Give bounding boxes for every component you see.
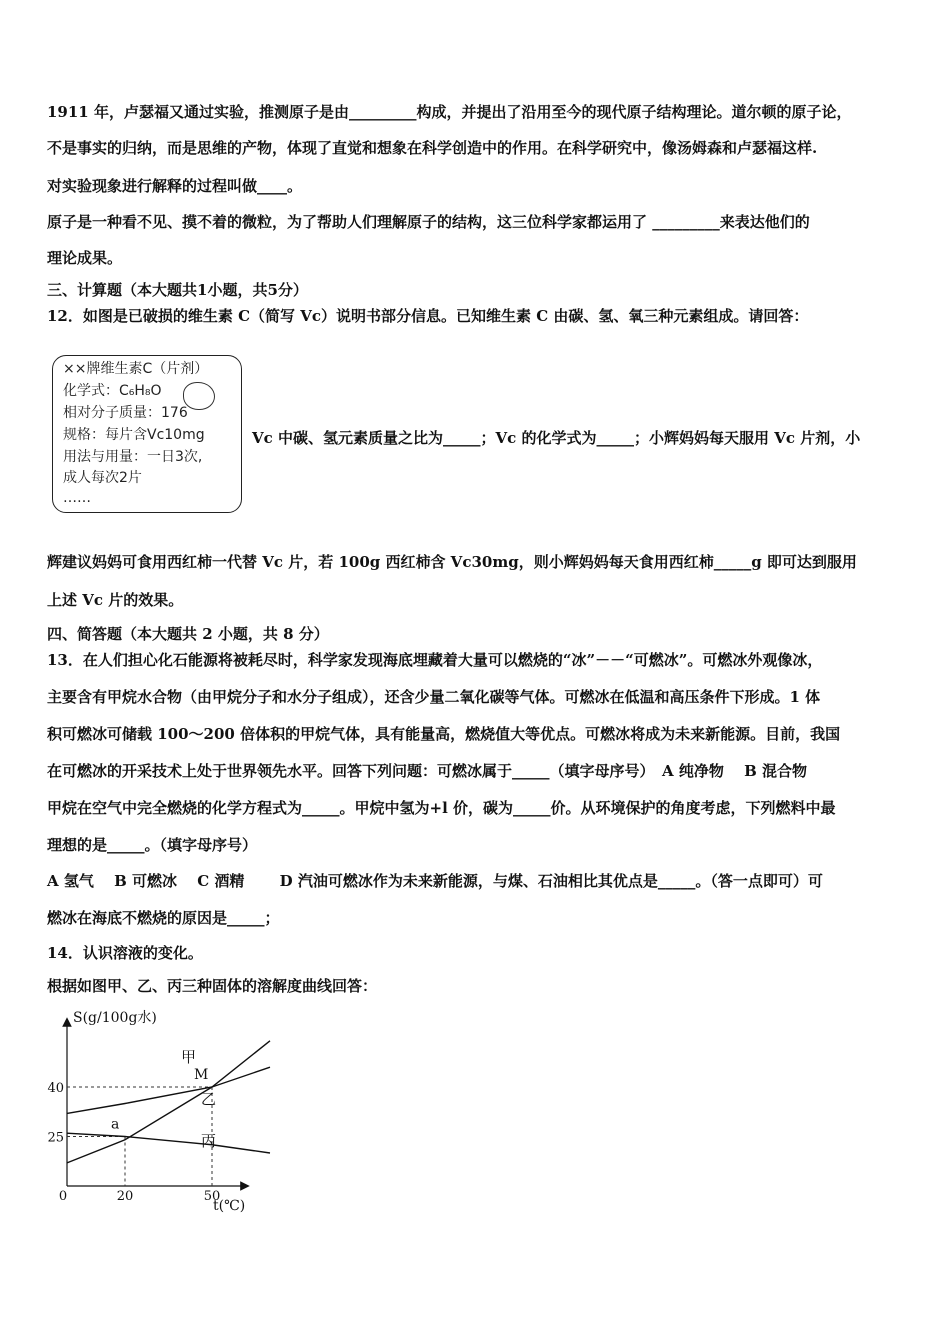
text-line: 根据如图甲、乙、丙三种固体的溶解度曲线回答：	[47, 977, 378, 995]
text-line: 理论成果。	[47, 249, 123, 267]
label-mass: 相对分子质量：176	[63, 405, 188, 421]
label-formula-line	[63, 381, 162, 402]
text-line: 理想的是_____。（填字母序号）	[47, 836, 258, 854]
label-title: ××牌维生素C（片剂）	[63, 361, 209, 377]
series-label: 丙	[201, 1132, 217, 1150]
text-line: 上述 Vc 片的效果。	[47, 591, 184, 609]
y-tick-label: 40	[47, 1081, 64, 1096]
y-axis-label: S(g/100g水)	[73, 1010, 157, 1026]
text-line: 燃冰在海底不燃烧的原因是_____；	[47, 909, 280, 927]
x-tick-label: 50	[203, 1189, 221, 1204]
question-13: 13．在人们担心化石能源将被耗尽时，科学家发现海底埋藏着大量可以燃烧的“冰”－－“可燃冰”。可燃冰外观像冰，	[47, 651, 823, 669]
series-line-jia	[67, 1041, 270, 1163]
point-label: M	[194, 1067, 209, 1083]
vitamin-c-label-card	[52, 355, 242, 513]
section-heading: 三、计算题（本大题共1小题，共5分）	[47, 281, 308, 299]
label-more: ……	[63, 490, 91, 506]
text-line: 1911 年，卢瑟福又通过实验，推测原子是由_________构成，并提出了沿用至今的现代原子结构理论。道尔顿的原子论，	[47, 103, 852, 121]
question-12: 12．如图是已破损的维生素 C（简写 Vc）说明书部分信息。已知维生素 C 由碳、氢、氧三种元素组成。请回答：	[47, 307, 809, 325]
series-label: 甲	[181, 1048, 197, 1066]
solubility-chart	[35, 1000, 275, 1220]
text-line: 在可燃冰的开采技术上处于世界领先水平。回答下列问题：可燃冰属于_____（填字母序号） A 纯净物 B 混合物	[47, 762, 807, 780]
text-line: Vc 中碳、氢元素质量之比为_____；Vc 的化学式为_____；小辉妈妈每天服用 Vc 片剂，小	[252, 429, 861, 447]
text-line: A 氢气 B 可燃冰 C 酒精 D 汽油可燃冰作为未来新能源，与煤、石油相比其优点是_____。（答一点即可）可	[47, 872, 823, 890]
x-tick-label: 0	[58, 1189, 68, 1204]
x-tick-label: 20	[116, 1189, 134, 1204]
label-formula-prefix: 化学式：	[63, 383, 119, 399]
question-14: 14．认识溶液的变化。	[47, 944, 203, 962]
text-line: 主要含有甲烷水合物（由甲烷分子和水分子组成），还含少量二氧化碳等气体。可燃冰在低温和高压条件下形成。1 体	[47, 688, 821, 706]
text-line: 辉建议妈妈可食用西红柿一代替 Vc 片，若 100g 西红柿含 Vc30mg，则小辉妈妈每天食用西红柿_____g 即可达到服用	[47, 553, 857, 571]
section-heading: 四、简答题（本大题共 2 小题，共 8 分）	[47, 625, 329, 643]
label-usage-1: 用法与用量：一日3次,	[63, 449, 203, 465]
text-line: 对实验现象进行解释的过程叫做____。	[47, 177, 303, 195]
text-line: 原子是一种看不见、摸不着的微粒，为了帮助人们理解原子的结构，这三位科学家都运用了 _________来表达他们的	[47, 213, 810, 231]
text-line: 甲烷在空气中完全燃烧的化学方程式为_____。甲烷中氢为+l 价，碳为_____价。从环境保护的角度考虑，下列燃料中最	[47, 799, 836, 817]
label-spec: 规格：每片含Vc10mg	[63, 427, 205, 443]
x-axis-label: t(℃)	[213, 1198, 246, 1214]
series-label: 乙	[201, 1090, 217, 1108]
label-usage-2: 成人每次2片	[63, 470, 142, 486]
label-formula: C₆H₈O	[119, 383, 162, 399]
text-line: 不是事实的归纳，而是思维的产物，体现了直觉和想象在科学创造中的作用。在科学研究中，像汤姆森和卢瑟福这样.	[47, 139, 818, 157]
y-tick-label: 25	[47, 1130, 64, 1146]
text-line: 积可燃冰可储载 100～200 倍体积的甲烷气体，具有能量高，燃烧值大等优点。可燃冰将成为未来新能源。目前，我国	[47, 725, 841, 743]
series-line-yi	[67, 1067, 270, 1113]
point-label: a	[111, 1116, 120, 1133]
